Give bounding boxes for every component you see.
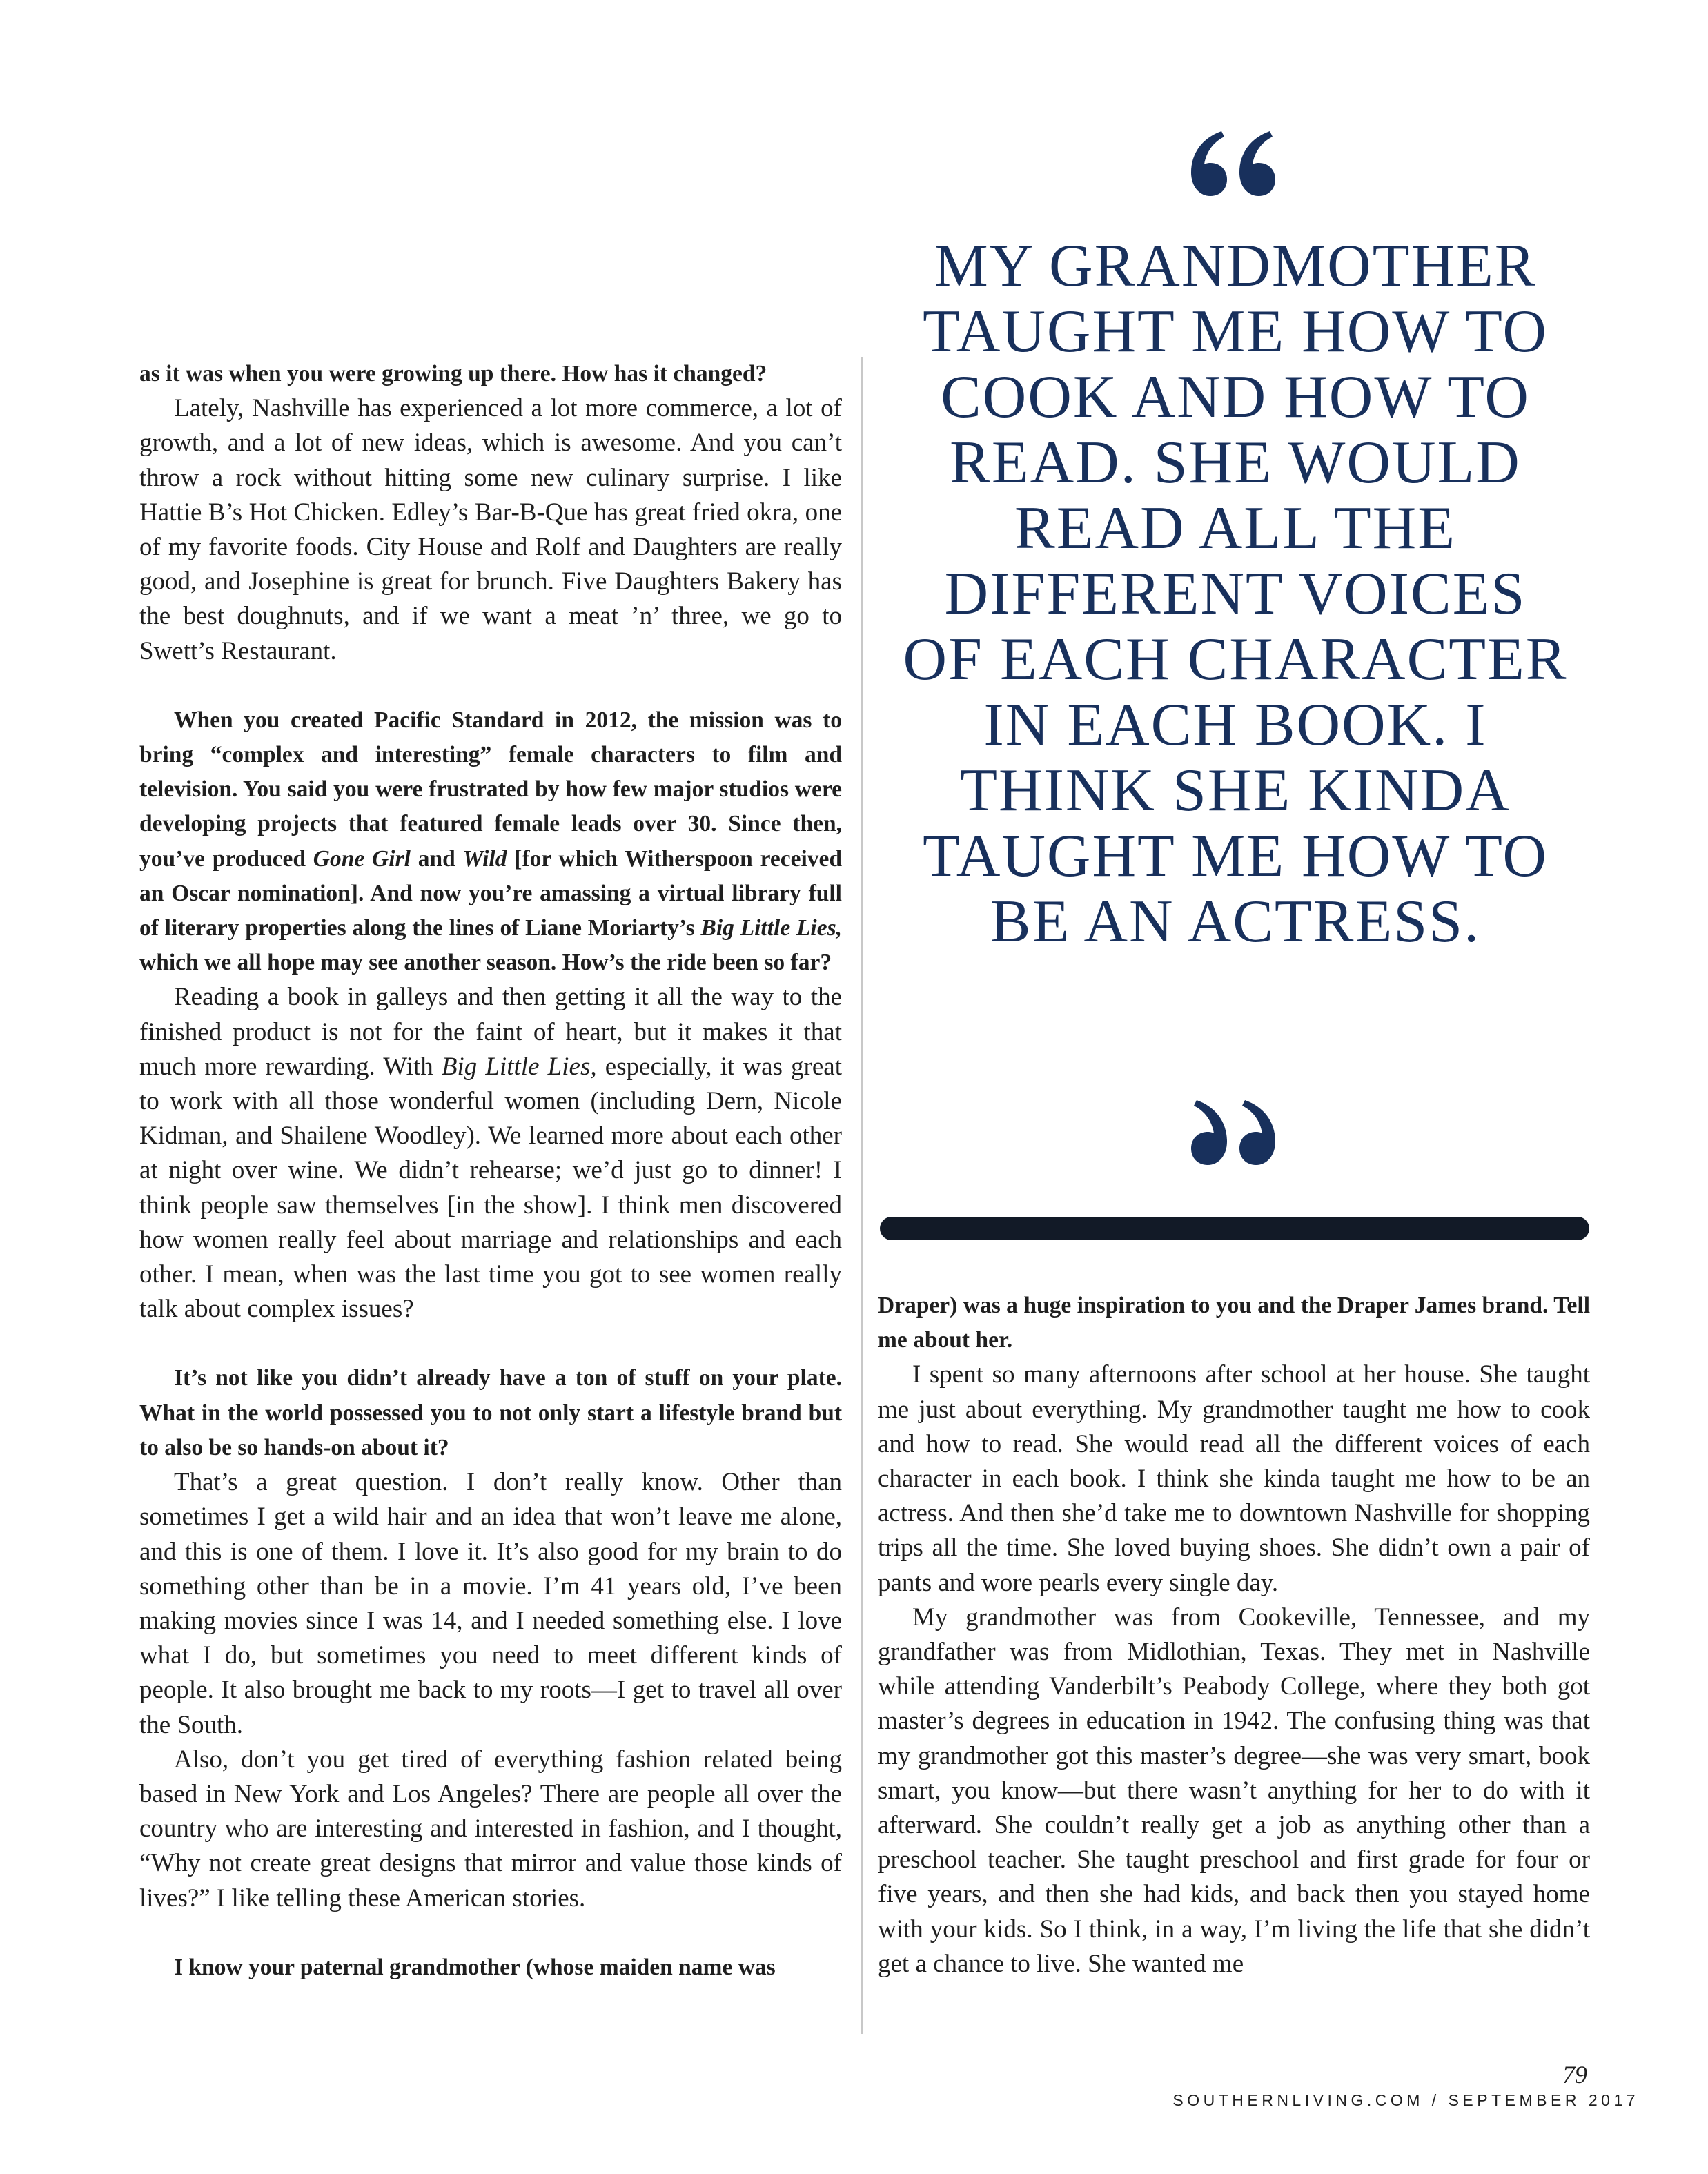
column-divider (861, 357, 863, 2034)
page-number: 79 (1562, 2061, 1587, 2088)
question-pacific-standard: When you created Pacific Standard in 2012, the mission was to bring “complex and interesting” female characters to film and television. You said you were frustrated by how few major studios were developing projects that featured female leads over 30. Since then, you’ve produced Gone Girl and Wild [for which Witherspoon received an Oscar nomination]. And now you’re amassing a virtual library full of literary properties along the lines of Liane Moriarty’s Big Little Lies, which we all hope may see another season. How’s the ride been so far? (139, 707, 843, 976)
left-column (139, 357, 842, 1985)
question-lifestyle-brand: It’s not like you didn’t already have a ton of stuff on your plate. What in the world possessed you to not only start a lifestyle brand but to also be so hands-on about it? (139, 1365, 842, 1460)
publication-footer: SOUTHERNLIVING.COM / SEPTEMBER 2017 (1172, 2091, 1639, 2109)
answer-paragraph: My grandmother was from Cookeville, Tennessee, and my grandfather was from Midlothian, Texas. They met in Nashville while attending Vanderbilt’s Peabody College, where they both got master’s degrees in education in 1942. The confusing thing was that my grandmother got this master’s degree—she was very smart, book smart, you know—but there wasn’t anything for her to do with it afterward. She couldn’t really get a job as anything other than a preschool teacher. She taught preschool and first grade for four or five years, and then she had kids, and back then you stayed home with your kids. So I think, in a way, I’m living the life that she didn’t get a chance to live. She wanted me (878, 1603, 1590, 1978)
open-quote-icon (1181, 110, 1285, 214)
answer-paragraph: Also, don’t you get tired of everything fashion related being based in New York and Los Angeles? There are people all over the country who are interesting and interested in fashion, and I thought, “Why not create great designs that mirror and value those kinds of lives?” I like telling these American stories. (139, 1745, 842, 1912)
answer-paragraph: That’s a great question. I don’t really know. Other than sometimes I get a wild hair and an idea that won’t leave me alone, and this is one of them. I love it. It’s also good for my brain to do something other than be in a movie. I’m 41 years old, I’ve been making movies since I was 14, and I needed something else. I love what I do, but sometimes you need to meet different kinds of people. It also brought me back to my roots—I get to travel all over the South. (139, 1468, 842, 1739)
section-rule (880, 1217, 1589, 1240)
pull-quote: MY GRANDMOTHER TAUGHT ME HOW TO COOK AND HOW TO READ. SHE WOULD READ ALL THE DIFFERENT VOICES OF EACH CHARACTER IN EACH BOOK. I THINK SHE KINDA TAUGHT ME HOW TO BE AN ACTRESS. (903, 233, 1568, 955)
answer-paragraph: Lately, Nashville has experienced a lot more commerce, a lot of growth, and a lot of new ideas, which is awesome. And you can’t throw a rock without hitting some new culinary surprise. I like Hattie B’s Hot Chicken. Edley’s Bar-B-Que has great fried okra, one of my favorite foods. City House and Rolf and Daughters are really good, and Josephine is great for brunch. Five Daughters Bakery has the best doughnuts, and if we want a meat ’n’ three, we go to Swett’s Restaurant. (139, 394, 842, 665)
answer-paragraph: I spent so many afternoons after school at her house. She taught me just about everything. My grandmother taught me how to cook and how to read. She would read all the different voices of each character in each book. I think she kinda taught me how to be an actress. And then she’d take me to downtown Nashville for shopping trips all the time. She loved buying shoes. She didn’t own a pair of pants and wore pearls every single day. (878, 1360, 1590, 1597)
answer-paragraph: Reading a book in galleys and then getting it all the way to the finished product is not for the faint of heart, but it makes it that much more rewarding. With Big Little Lies, especially, it was great to work with all those wonderful women (including Dern, Nicole Kidman, and Shailene Woodley). We learned more about each other at night over wine. We didn’t rehearse; we’d just go to dinner! I think people saw themselves [in the show]. I think men discovered how women really feel about marriage and relationships and each other. I mean, when was the last time you got to see women really talk about complex issues? (139, 983, 842, 1324)
close-quote-icon (1181, 1097, 1285, 1187)
right-column (878, 1289, 1590, 1981)
question-grandmother-start: I know your paternal grandmother (whose maiden name was (174, 1954, 776, 1980)
question-grandmother-continued: Draper) was a huge inspiration to you and the Draper James brand. Tell me about her. (878, 1293, 1590, 1353)
question-continued: as it was when you were growing up there. How has it changed? (139, 361, 767, 386)
